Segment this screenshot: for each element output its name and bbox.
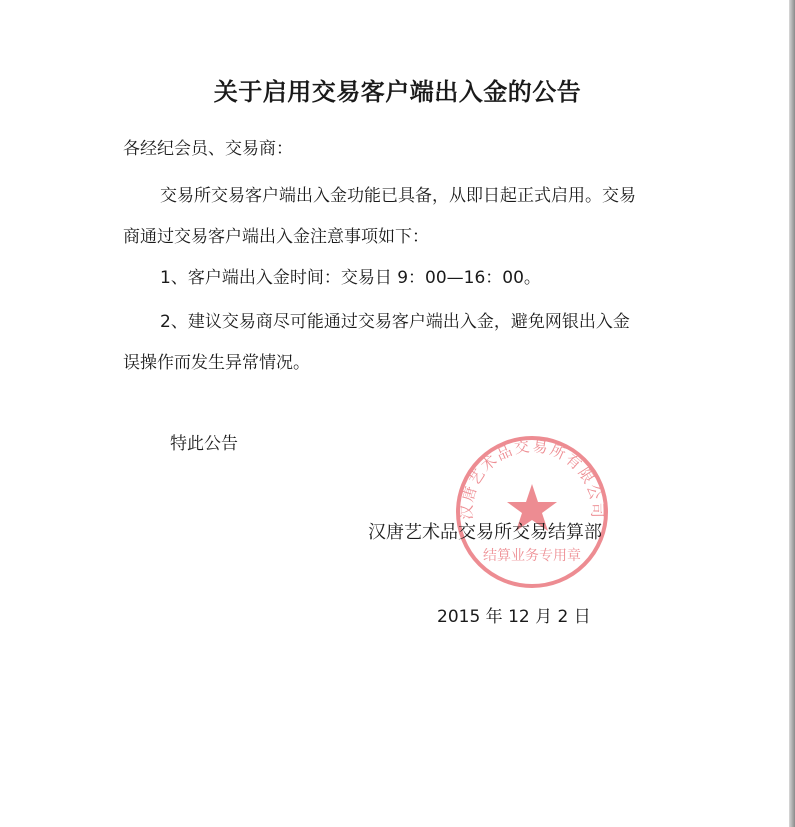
page-edge-shadow	[789, 0, 795, 827]
official-seal-stamp	[452, 432, 612, 592]
notice-date: 2015 年 12 月 2 日	[437, 607, 591, 627]
seal-outer-text: 汉唐艺术品交易所有限公司	[457, 437, 607, 520]
seal-inner-text: 结算业务专用章	[483, 548, 581, 564]
notice-item-2-line-1: 2、建议交易商尽可能通过交易客户端出入金，避免网银出入金	[160, 312, 630, 332]
notice-title: 关于启用交易客户端出入金的公告	[213, 78, 582, 106]
salutation: 各经纪会员、交易商：	[123, 139, 293, 159]
closing-text: 特此公告	[170, 434, 238, 454]
notice-item-2-line-2: 误操作而发生异常情况。	[123, 353, 310, 373]
paragraph-1-line-2: 商通过交易客户端出入金注意事项如下：	[123, 227, 429, 247]
paragraph-1-line-1: 交易所交易客户端出入金功能已具备，从即日起正式启用。交易	[160, 186, 636, 206]
signature-department: 汉唐艺术品交易所交易结算部	[368, 522, 602, 543]
notice-item-1: 1、客户端出入金时间：交易日 9：00—16：00。	[160, 268, 541, 288]
